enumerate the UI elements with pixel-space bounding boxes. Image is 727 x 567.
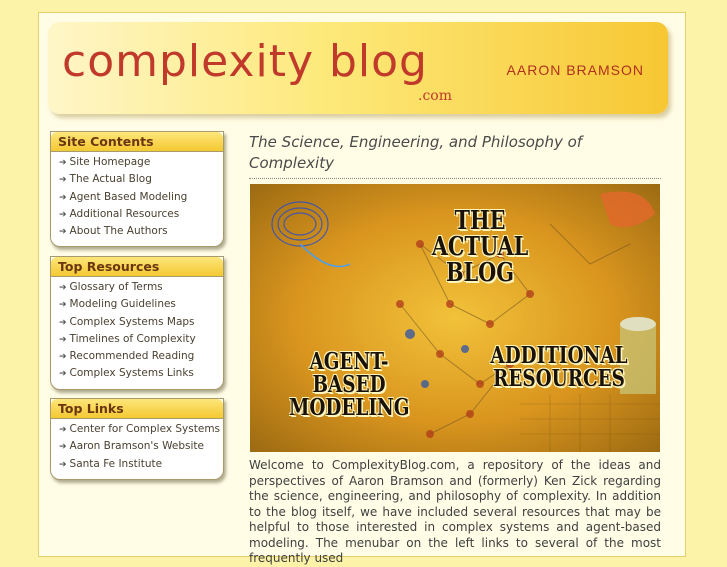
nav-link-santa-fe-institute[interactable]: ➔ Santa Fe Institute [59,457,163,470]
nav-link-glossary[interactable]: ➔ Glossary of Terms [59,281,163,293]
arrow-icon: ➔ [59,369,67,380]
nav-site-contents-title: Site Contents [51,132,223,152]
nav-link-center-complex-systems[interactable]: ➔ Center for Complex Systems [59,423,221,435]
arrow-icon: ➔ [59,317,67,328]
arrow-icon: ➔ [59,442,67,453]
arrow-icon: ➔ [59,158,67,168]
hero-image-map [250,184,660,452]
hero-link-agent-based-modeling[interactable]: AGENT- BASED MODELING [289,348,410,421]
arrow-icon: ➔ [59,175,67,186]
nav-link-about-authors[interactable]: ➔ About The Authors [59,225,168,238]
arrow-icon: ➔ [59,459,67,470]
nav-site-contents [50,131,224,247]
arrow-icon: ➔ [59,300,67,311]
arrow-icon: ➔ [59,283,67,293]
arrow-icon: ➔ [59,227,67,238]
nav-link-actual-blog[interactable]: ➔ The Actual Blog [59,173,152,186]
nav-link-site-homepage[interactable]: ➔ Site Homepage [59,156,151,168]
nav-top-resources-title: Top Resources [51,257,223,277]
nav-top-resources [50,256,224,390]
nav-link-recommended-reading[interactable]: ➔ Recommended Reading [59,350,195,363]
nav-link-timelines[interactable]: ➔ Timelines of Complexity [59,332,196,345]
header-banner [48,22,668,114]
nav-top-links [50,398,224,480]
site-logo[interactable]: complexity blog [62,36,428,87]
arrow-icon: ➔ [59,425,67,435]
nav-link-complex-systems-links[interactable]: ➔ Complex Systems Links [59,367,194,380]
nav-link-agent-based-modeling[interactable]: ➔ Agent Based Modeling [59,190,188,203]
hero-link-actual-blog[interactable]: THE ACTUAL BLOG [431,206,529,288]
nav-link-additional-resources[interactable]: ➔ Additional Resources [59,207,180,220]
arrow-icon: ➔ [59,209,67,220]
site-logo-suffix: .com [418,88,452,104]
nav-link-bramson-website[interactable]: ➔ Aaron Bramson's Website [59,440,204,453]
arrow-icon: ➔ [59,352,67,363]
welcome-text: Welcome to ComplexityBlog.com, a repository of the ideas and perspectives of Aaron Bramson and (formerly) Ken Zick regarding the science, engineering, and philosophy of complexity. In addition to the blog itself, we have included several resources that may be helpful to those interested in complex systems and agent-based modeling. The menubar on the left links to several of the most frequently used [249,458,661,565]
arrow-icon: ➔ [59,192,67,203]
nav-link-complex-systems-maps[interactable]: ➔ Complex Systems Maps [59,315,195,328]
hero-link-additional-resources[interactable]: ADDITIONAL RESOURCES [490,342,628,392]
nav-link-modeling-guidelines[interactable]: ➔ Modeling Guidelines [59,298,176,311]
nav-top-links-title: Top Links [51,399,223,419]
arrow-icon: ➔ [59,334,67,345]
author-name: AARON BRAMSON [506,62,644,78]
page-title: The Science, Engineering, and Philosophy of Complexity [249,132,661,179]
